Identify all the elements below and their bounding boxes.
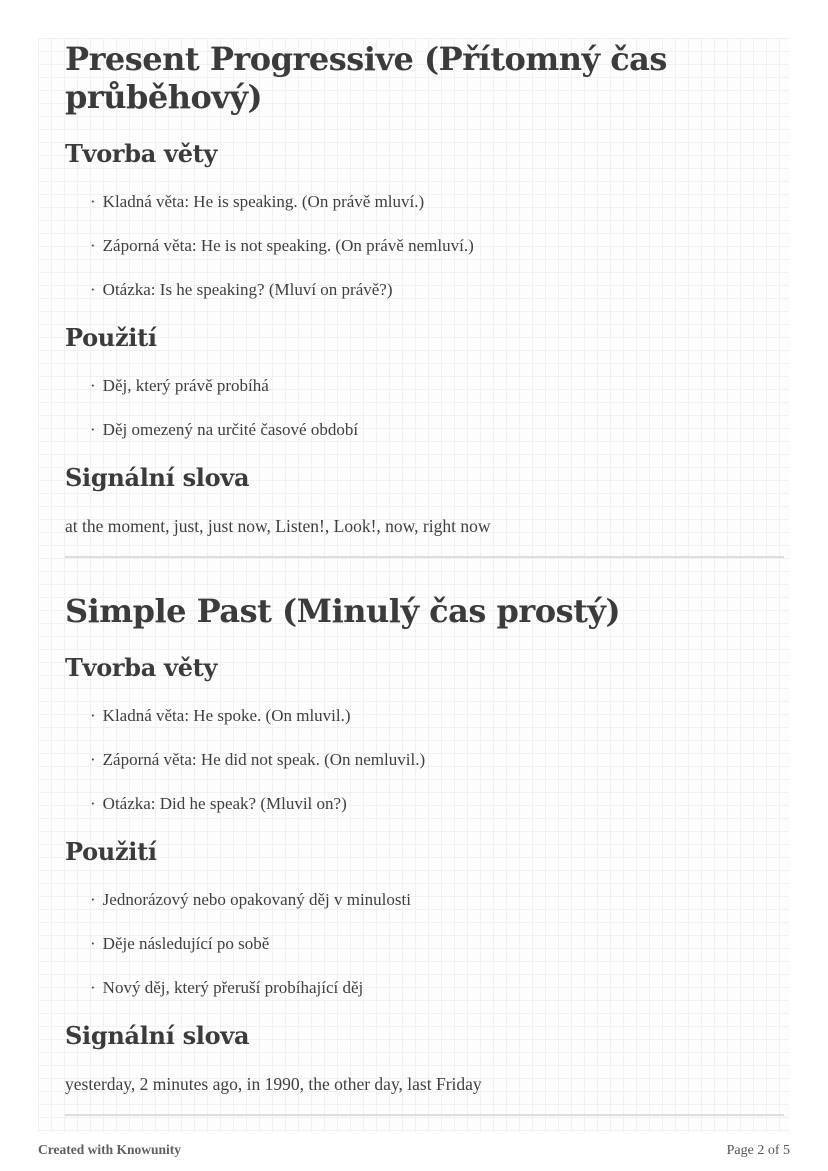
subsection-heading-tvorba-vety: Tvorba věty	[65, 139, 218, 168]
subsection-heading-pouziti: Použití	[65, 837, 157, 866]
bullet-list	[65, 376, 762, 440]
subsection-heading-signalni-slova: Signální slova	[65, 1021, 250, 1050]
bullet-text: Jednorázový nebo opakovaný děj v minulosti	[102, 890, 411, 909]
list-item	[90, 192, 762, 212]
signal-words-text: yesterday, 2 minutes ago, in 1990, the other day, last Friday	[65, 1074, 482, 1094]
bullet-text: Děje následující po sobě	[102, 934, 270, 953]
subsection-heading-signalni-slova: Signální slova	[65, 463, 250, 492]
bullet-marker: ·	[90, 420, 96, 439]
list-item	[90, 376, 762, 396]
notes-sheet	[38, 38, 789, 1132]
bullet-text: Děj, který právě probíhá	[102, 376, 269, 395]
list-item	[90, 890, 762, 910]
bullet-marker: ·	[90, 706, 96, 725]
bullet-text: Záporná věta: He did not speak. (On nemluvil.)	[102, 750, 426, 769]
list-item	[90, 794, 762, 814]
bullet-marker: ·	[90, 236, 96, 255]
bullet-marker: ·	[90, 890, 96, 909]
bullet-text: Otázka: Did he speak? (Mluvil on?)	[102, 794, 347, 813]
section-simple-past	[65, 592, 762, 1094]
list-item	[90, 236, 762, 256]
list-item	[90, 934, 762, 954]
page-footer	[38, 1142, 790, 1159]
bullet-marker: ·	[90, 280, 96, 299]
page-number: Page 2 of 5	[726, 1143, 790, 1158]
list-item	[90, 750, 762, 770]
bullet-text: Kladná věta: He spoke. (On mluvil.)	[102, 706, 351, 725]
bullet-text: Záporná věta: He is not speaking. (On právě nemluví.)	[102, 236, 474, 255]
bullet-list	[65, 706, 762, 814]
notes-content	[38, 38, 789, 1116]
bullet-marker: ·	[90, 978, 96, 997]
subsection-heading-tvorba-vety: Tvorba věty	[65, 653, 218, 682]
bullet-marker: ·	[90, 750, 96, 769]
subsection-heading-pouziti: Použití	[65, 323, 157, 352]
section-present-progressive	[65, 40, 762, 536]
bullet-list	[65, 192, 762, 300]
bullet-text: Kladná věta: He is speaking. (On právě mluví.)	[102, 192, 425, 211]
section-title: Present Progressive (Přítomný čas průběhový)	[65, 40, 667, 116]
bullet-marker: ·	[90, 376, 96, 395]
bullet-text: Nový děj, který přeruší probíhající děj	[102, 978, 364, 997]
bullet-text: Děj omezený na určité časové období	[102, 420, 359, 439]
bullet-marker: ·	[90, 934, 96, 953]
list-item	[90, 280, 762, 300]
list-item	[90, 978, 762, 998]
created-with-label: Created with Knowunity	[38, 1142, 182, 1157]
bullet-text: Otázka: Is he speaking? (Mluví on právě?)	[102, 280, 393, 299]
section-divider	[65, 1114, 784, 1116]
list-item	[90, 706, 762, 726]
bullet-list	[65, 890, 762, 998]
bullet-marker: ·	[90, 192, 96, 211]
bullet-marker: ·	[90, 794, 96, 813]
section-divider	[65, 556, 784, 558]
signal-words-text: at the moment, just, just now, Listen!, Look!, now, right now	[65, 516, 491, 536]
section-title: Simple Past (Minulý čas prostý)	[65, 592, 621, 630]
list-item	[90, 420, 762, 440]
